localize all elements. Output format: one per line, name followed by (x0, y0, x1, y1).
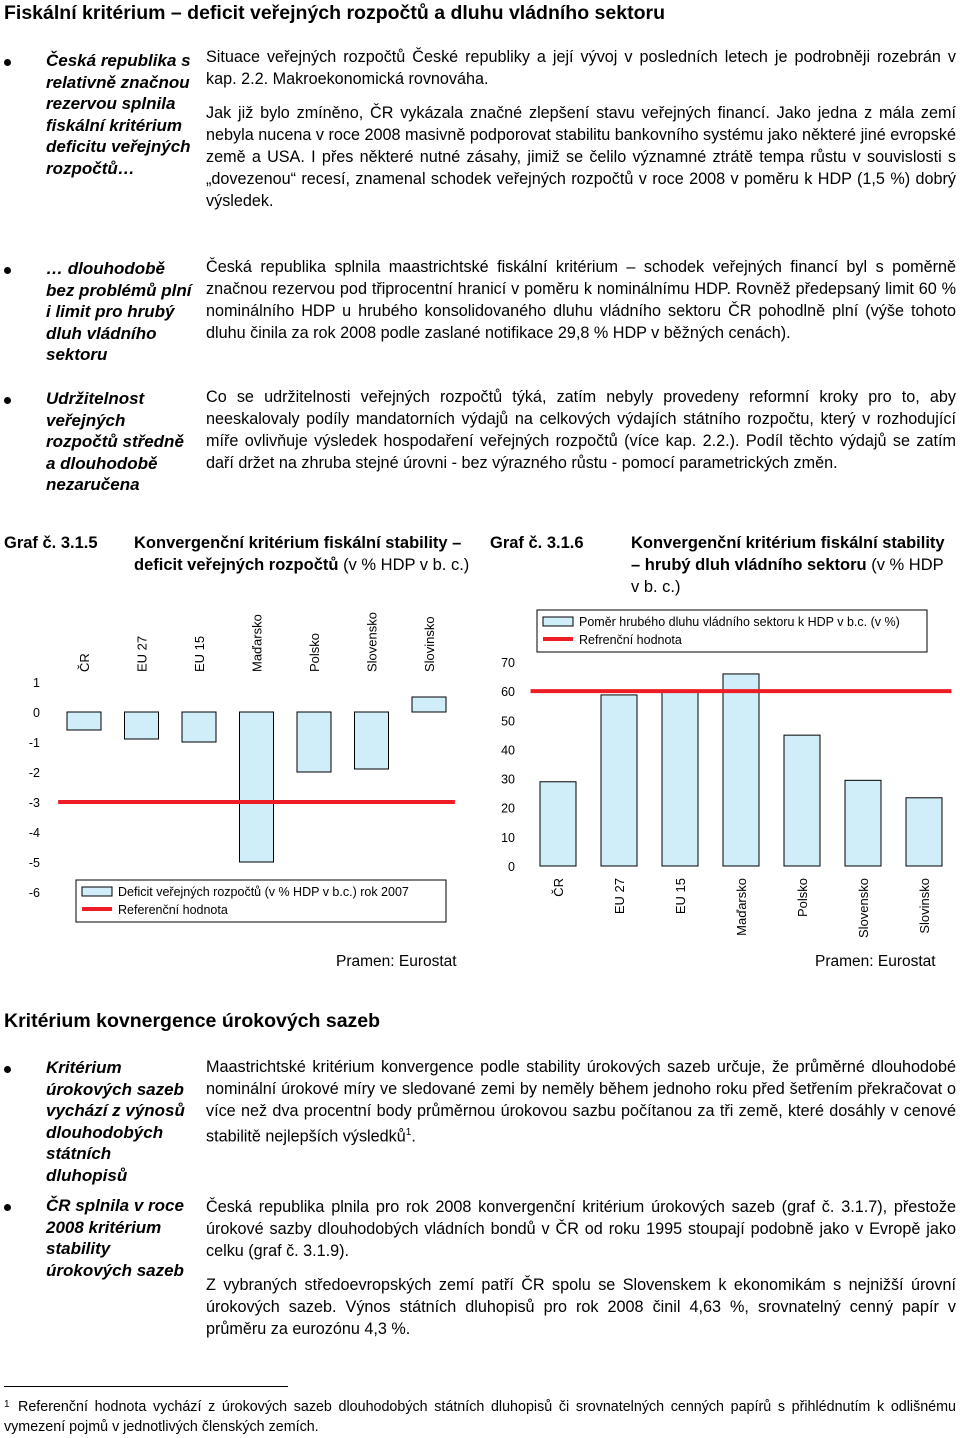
x-tick-label: Polsko (307, 632, 322, 672)
graph1-title: Konvergenční kritérium fiskální stability – deficit veřejných rozpočtů (134, 534, 462, 574)
x-tick-label: ČR (77, 653, 92, 672)
legend-label: Refrenční hodnota (579, 633, 682, 647)
bar (845, 780, 881, 866)
y-tick-label: -6 (28, 886, 40, 900)
x-tick-label: Polsko (795, 878, 810, 918)
y-tick-label: 0 (508, 860, 515, 874)
y-tick-label: -4 (28, 826, 40, 840)
y-tick-label: 0 (33, 706, 40, 720)
page-title: Fiskální kritérium – deficit veřejných rozpočtů a dluhu vládního sektoru (4, 2, 665, 24)
bar (355, 712, 389, 769)
y-tick-label: -1 (28, 736, 40, 750)
deficit-chart (0, 600, 480, 940)
graph2-caption (490, 532, 950, 598)
x-tick-label: Slovinsko (422, 616, 437, 672)
bar (125, 712, 159, 739)
footnote: 1 Referenční hodnota vychází z úrokových sazeb dlouhodobých státních dluhopisů či srovnatelných cenných papírů s přihlédnutím k odlišnému vymezení pojmů v jednotlivých členských zemích. (4, 1397, 956, 1437)
y-tick-label: -5 (28, 856, 40, 870)
x-tick-label: Slovinsko (917, 878, 932, 934)
side-note-3: Udržitelnost veřejných rozpočtů středně a dlouhodobě nezaručena (4, 388, 194, 496)
bar (723, 674, 759, 866)
x-tick-label: ČR (551, 878, 566, 897)
bar (662, 690, 698, 866)
side-note-2: … dlouhodobě bez problémů plní i limit pro hrubý dluh vládního sektoru (4, 258, 194, 366)
bullet-icon (4, 1066, 11, 1073)
bar (240, 712, 274, 862)
paragraph: Maastrichtské kritérium konvergence podle stability úrokových sazeb určuje, že průměrné dlouhodobé nominální úrokové míry ve sledované zemi by neměly během jednoho roku před šetřením překračovat o více než dva procentní body průměrnou úrokovou sazbu počítanou za tři země, které dosáhly v cenové stabilitě nejlepších výsledků$^1$. (206, 1058, 956, 1146)
paragraph: Z vybraných středoevropských zemí patří ČR spolu se Slovenskem k ekonomikám s nejnižší úrovní úrokových sazeb. Výnos státních dluhopisů pro rok 2008 činil 4,63 %, srovnatelný cenný papír v průměru za eurozónu 4,3 %. (206, 1276, 956, 1338)
footnote-number: 1 (4, 1399, 10, 1410)
bullet-icon (4, 1204, 11, 1211)
y-tick-label: -3 (28, 796, 40, 810)
graph2-title: Konvergenční kritérium fiskální stability – hrubý dluh vládního sektoru (631, 534, 945, 574)
paragraph: Česká republika plnila pro rok 2008 konvergenční kritérium úrokových sazeb (graf č. 3.1.7), přestože úrokové sazby dlouhodobých vládních bondů v ČR od roku 1995 stoupají podobně jako v Evropě jako celku (graf č. 3.1.9). (206, 1198, 956, 1260)
graph1-unit: (v % HDP v b. c.) (343, 556, 470, 574)
y-tick-label: -2 (28, 766, 40, 780)
footnote-divider (4, 1386, 288, 1387)
legend-label: Referenční hodnota (118, 903, 228, 917)
graph2-source: Pramen: Eurostat (815, 953, 936, 970)
x-tick-label: EU 27 (134, 635, 150, 672)
bar (540, 782, 576, 866)
bullet-icon (4, 397, 11, 404)
legend-label: Deficit veřejných rozpočtů (v % HDP v b.c.) rok 2007 (118, 885, 409, 899)
y-tick-label: 60 (501, 685, 515, 700)
bar (182, 712, 216, 742)
bullet-icon (4, 59, 11, 66)
x-tick-label: EU 15 (192, 635, 207, 672)
bar (601, 695, 637, 866)
bar (412, 697, 446, 712)
legend-label: Poměr hrubého dluhu vládního sektoru k HDP v b.c. (v %) (579, 615, 900, 629)
side-note-1: Česká republika s relativně značnou rezervou splnila fiskální kritérium deficitu veřejných rozpočtů… (4, 50, 194, 180)
x-tick-label: EU 27 (612, 878, 627, 915)
x-tick-label: Slovensko (364, 612, 380, 672)
side-note-5: ČR splnila v roce 2008 kritérium stability úrokových sazeb (4, 1195, 194, 1281)
bullet-icon (4, 267, 11, 274)
paragraph: Česká republika splnila maastrichtské fiskální kritérium – schodek veřejných financí byl s poměrně značnou rezervou pod třiprocentní hranicí v poměru k nominálnímu HDP. Rovněž předepsaný limit 60 % nominálního HDP u hrubého konsolidovaného dluhu vládního sektoru ČR pohodlně plní (výše tohoto dluhu činila za rok 2008 podle zaslané notifikace 29,8 % HDP v běžných cenách). (206, 258, 956, 342)
y-tick-label: 70 (501, 656, 515, 670)
bar (297, 712, 331, 772)
x-tick-label: Slovensko (856, 878, 871, 938)
graph1-number: Graf č. 3.1.5 (4, 534, 98, 552)
paragraph: Jak již bylo zmíněno, ČR vykázala značné zlepšení stavu veřejných financí. Jako jedna z mála zemí nebyla nucena v roce 2008 masivně podporovat stabilitu bankovního systému jako některé jiné evropské země a USA. I přes některé nutné zásahy, jimiž se čelilo významné ztrátě tempa růstu v souvislosti s „dovezenou“ recesí, znamenal schodek veřejných rozpočtů v roce 2008 v poměru k HDP (1,5 %) dobrý výsledek. (206, 104, 956, 210)
graph1-source: Pramen: Eurostat (336, 953, 457, 970)
y-tick-label: 20 (501, 801, 515, 816)
y-tick-label: 10 (501, 830, 515, 845)
y-tick-label: 30 (501, 772, 515, 787)
graph2-number: Graf č. 3.1.6 (490, 534, 584, 552)
y-tick-label: 40 (501, 743, 515, 758)
graph1-caption (4, 532, 474, 576)
graph2-unit: (v % HDP v b. c.) (631, 556, 944, 596)
section-heading: Kritérium kovnergence úrokových sazeb (4, 1010, 381, 1032)
bar (784, 735, 820, 866)
x-tick-label: Maďarsko (249, 614, 265, 672)
side-note-4: Kritérium úrokových sazeb vychází z výnosů dlouhodobých státních dluhopisů (4, 1057, 194, 1187)
legend-swatch-bar (82, 887, 112, 896)
x-tick-label: Maďarsko (734, 878, 749, 936)
x-tick-label: EU 15 (673, 878, 688, 915)
debt-chart (485, 600, 960, 945)
paragraph: Co se udržitelnosti veřejných rozpočtů týká, zatím nebyly provedeny reformní kroky pro to, aby neeskalovaly podíly mandatorních výdajů na celkových výdajích státního rozpočtu, který v rozhodující míře ovlivňuje výsledek hospodaření veřejných rozpočtů (více kap. 2.2.). Podíl těchto výdajů se zatím daří držet na zhruba stejné úrovni - bez výrazného růstu - pomocí parametrických změn. (206, 388, 956, 472)
legend-swatch-bar (543, 617, 573, 626)
footnote-mark: 1 (405, 1127, 412, 1138)
y-tick-label: 1 (33, 676, 40, 690)
paragraph: Situace veřejných rozpočtů České republiky a její vývoj v posledních letech je podrobněji rozebrán v kap. 2.2. Makroekonomická rovnováha. (206, 48, 956, 88)
bar (906, 798, 942, 866)
y-tick-label: 50 (501, 714, 515, 729)
bar (67, 712, 101, 730)
